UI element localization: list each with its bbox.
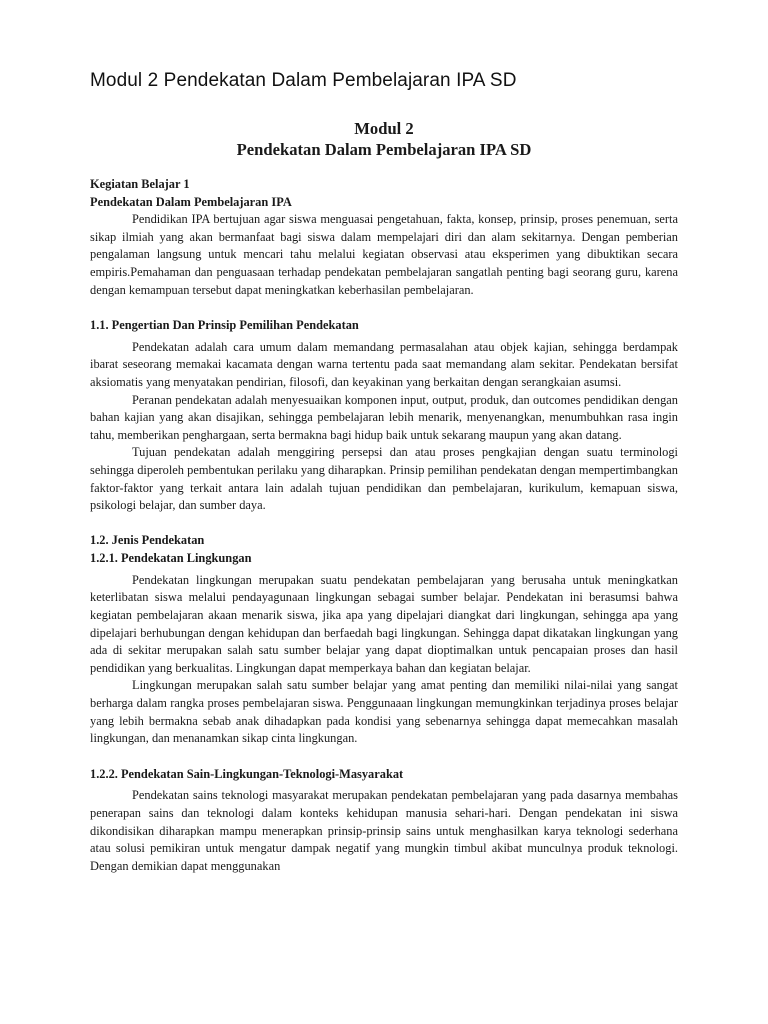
module-subtitle: Pendekatan Dalam Pembelajaran IPA SD bbox=[236, 140, 532, 159]
module-title: Modul 2 bbox=[354, 119, 414, 138]
section-heading: 1.2.2. Pendekatan Sain-Lingkungan-Teknologi-Masyarakat bbox=[90, 766, 404, 781]
activity-heading: Kegiatan Belajar 1 bbox=[90, 177, 190, 191]
activity-subheading: Pendekatan Dalam Pembelajaran IPA bbox=[90, 194, 292, 209]
intro-paragraph: Pendidikan IPA bertujuan agar siswa menguasai pengetahuan, fakta, konsep, prinsip, proses penemuan, serta sikap ilmiah yang akan bermanfaat bagi siswa dalam mempelajari diri dan alam sekitarnya. Dengan pemberian pengalaman langsung untuk mencari tahu melalui kegiatan observasi atau eksperimen yang dibuktikan secara empiris.Pemahaman dan penguasaan terhadap pendekatan pembelajaran sangatlah penting bagi seorang guru, karena dengan kemampuan tersebut dapat meningkatkan keberhasilan pembelajaran. bbox=[90, 212, 678, 297]
section-heading: 1.1. Pengertian Dan Prinsip Pemilihan Pendekatan bbox=[90, 318, 359, 333]
paragraph: Lingkungan merupakan salah satu sumber belajar yang amat penting dan memiliki nilai-nilai yang sangat berharga dalam rangka proses pembelajaran siswa. Penggunaaan lingkungan memungkinkan terjadinya proses belajar yang lebih bermakna sebab anak dihadapkan pada kondisi yang sebenarnya sehingga dapat memecahkan masalah lingkungan, dan menanamkan sikap cinta lingkungan. bbox=[90, 678, 678, 746]
page-title: Modul 2 Pendekatan Dalam Pembelajaran IPA SD bbox=[90, 70, 517, 91]
paragraph: Pendekatan lingkungan merupakan suatu pendekatan pembelajaran yang berusaha untuk meningkatkan keterlibatan siswa melalui pendayagunaan lingkungan sebagai sumber belajar. Pendekatan ini berasumsi bahwa kegiatan pembelajaran akaan menarik siswa, jika apa yang dipelajari diangkat dari lingkungan, sehingga apa yang dipelajari berhubungan dengan kehidupan dan berfaedah bagi lingkungan. Sehingga dapat dikatakan lingkungan yang ada di sekitar merupakan salah satu sumber belajar yang dapat dioptimalkan untuk pencapaian proses dan hasil pendidikan yang berkualitas. Lingkungan dapat memperkaya bahan dan kegiatan belajar. bbox=[90, 572, 678, 675]
paragraph: Pendekatan adalah cara umum dalam memandang permasalahan atau objek kajian, sehingga berdampak ibarat seseorang memakai kacamata dengan warna tertentu pada saat memandang alam sekitar. Pendekatan bersifat aksiomatis yang menyatakan pendirian, filosofi, dan keyakinan yang berkaitan dengan serangkaian asumsi. bbox=[90, 339, 678, 389]
paragraph: Peranan pendekatan adalah menyesuaikan komponen input, output, produk, dan outcomes pendidikan dengan bahan kajian yang akan disajikan, sehingga pembelajaran lebih menarik, menyenangkan, menumbuhkan rasa ingin tahu, memberikan penghargaan, serta bermakna bagi hidup baik untuk sekarang maupun yang akan datang. bbox=[90, 392, 678, 442]
subsection-heading: 1.2.1. Pendekatan Lingkungan bbox=[90, 551, 252, 566]
paragraph: Tujuan pendekatan adalah menggiring persepsi dan atau proses pengkajian dengan suatu terminologi sehingga diperoleh pembentukan perilaku yang diharapkan. Prinsip pemilihan pendekatan dengan mempertimbangkan faktor-faktor yang terkait antara lain adalah tujuan pendidikan dan pembelajaran, kurikulum, kemapuan siswa, psikologi belajar, dan sumber daya. bbox=[90, 445, 678, 513]
paragraph: Pendekatan sains teknologi masyarakat merupakan pendekatan pembelajaran yang pada dasarnya membahas penerapan sains dan teknologi dalam konteks kehidupan manusia sehari-hari. Dengan pendekatan ini siswa dikondisikan diharapkan mampu menerapkan prinsip-prinsip sains untuk menghasilkan karya teknologi sederhana atau solusi pemikiran untuk mengatur dampak negatif yang mungkin timbul akibat munculnya produk teknologi. Dengan demikian dapat menggunakan bbox=[90, 788, 678, 873]
document-body bbox=[90, 118, 678, 875]
section-heading: 1.2. Jenis Pendekatan bbox=[90, 532, 205, 547]
